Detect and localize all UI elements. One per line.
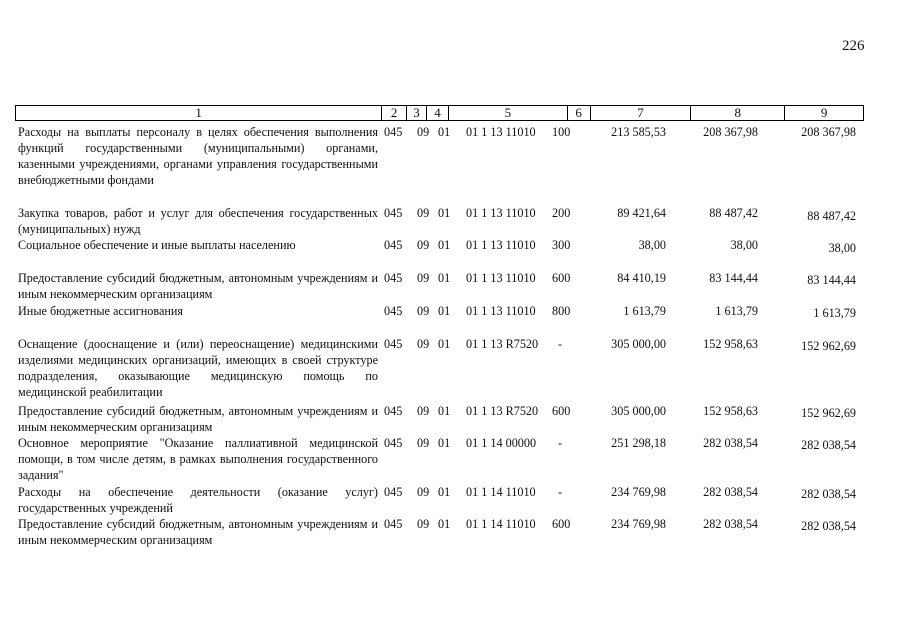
cell-col-6: 200 xyxy=(552,206,571,220)
cell-col-8: 282 038,54 xyxy=(703,517,758,531)
cell-col-5: 01 1 13 R7520 xyxy=(466,404,539,418)
cell-col-3: 09 xyxy=(417,206,430,220)
cell-col-3: 09 xyxy=(417,404,430,418)
row-name: Закупка товаров, работ и услуг для обеспечения государственных (муниципальных) нужд xyxy=(18,206,378,236)
cell-col-5: 01 1 13 11010 xyxy=(466,238,536,252)
cell-col-4: 01 xyxy=(438,125,451,139)
cell-col-5: 01 1 13 11010 xyxy=(466,125,536,139)
cell-col-5: 01 1 13 R7520 xyxy=(466,337,539,351)
cell-col-9: 38,00 xyxy=(828,241,856,255)
cell-col-2: 045 xyxy=(384,271,403,285)
cell-col-9: 1 613,79 xyxy=(813,306,856,320)
cell-col-2: 045 xyxy=(384,517,403,531)
cell-col-2: 045 xyxy=(384,404,403,418)
cell-col-5: 01 1 13 11010 xyxy=(466,206,536,220)
cell-col-7: 89 421,64 xyxy=(617,206,666,220)
cell-col-2: 045 xyxy=(384,436,403,450)
cell-col-7: 234 769,98 xyxy=(611,485,666,499)
cell-col-3: 09 xyxy=(417,436,430,450)
header-col-6: 6 xyxy=(568,106,591,120)
cell-col-3: 09 xyxy=(417,238,430,252)
header-col-2: 2 xyxy=(382,106,407,120)
cell-col-4: 01 xyxy=(438,271,451,285)
row-name: Расходы на выплаты персоналу в целях обеспечения выполнения функций государственными (муниципальными) органами, казенными учреждениями, органами управления государственными внебюджетными фондами xyxy=(18,125,378,187)
cell-col-8: 1 613,79 xyxy=(715,304,758,318)
cell-col-3: 09 xyxy=(417,304,430,318)
header-col-1: 1 xyxy=(16,106,382,120)
cell-col-2: 045 xyxy=(384,238,403,252)
cell-col-6: 300 xyxy=(552,238,571,252)
cell-col-8: 152 958,63 xyxy=(703,404,758,418)
table-header xyxy=(15,105,864,121)
cell-col-3: 09 xyxy=(417,271,430,285)
cell-col-8: 282 038,54 xyxy=(703,436,758,450)
cell-col-2: 045 xyxy=(384,304,403,318)
cell-col-5: 01 1 14 11010 xyxy=(466,485,536,499)
cell-col-6: - xyxy=(558,337,563,351)
cell-col-4: 01 xyxy=(438,337,451,351)
row-name: Оснащение (дооснащение и (или) переоснащение) медицинскими изделиями медицинских организаций, имеющих в своей структуре подразделения, оказывающие медицинскую помощь по медицинской реабилитации xyxy=(18,337,378,399)
cell-col-7: 213 585,53 xyxy=(611,125,666,139)
cell-col-4: 01 xyxy=(438,304,451,318)
cell-col-3: 09 xyxy=(417,485,430,499)
header-col-4: 4 xyxy=(427,106,449,120)
cell-col-9: 282 038,54 xyxy=(801,487,856,501)
row-name: Основное мероприятие "Оказание паллиативной медицинской помощи, в том числе детям, в рамках выполнения государственного задания" xyxy=(18,436,378,482)
cell-col-3: 09 xyxy=(417,517,430,531)
cell-col-9: 282 038,54 xyxy=(801,438,856,452)
cell-col-5: 01 1 14 11010 xyxy=(466,517,536,531)
cell-col-7: 1 613,79 xyxy=(623,304,666,318)
cell-col-6: 600 xyxy=(552,404,571,418)
cell-col-6: 600 xyxy=(552,271,571,285)
row-name: Иные бюджетные ассигнования xyxy=(18,304,184,318)
cell-col-9: 152 962,69 xyxy=(801,406,856,420)
cell-col-5: 01 1 14 00000 xyxy=(466,436,537,450)
row-name: Предоставление субсидий бюджетным, автономным учреждениям и иным некоммерческим организациям xyxy=(18,404,378,434)
cell-col-4: 01 xyxy=(438,436,451,450)
cell-col-6: 600 xyxy=(552,517,571,531)
cell-col-2: 045 xyxy=(384,485,403,499)
row-name: Социальное обеспечение и иные выплаты населению xyxy=(18,238,296,252)
cell-col-8: 83 144,44 xyxy=(709,271,758,285)
cell-col-6: - xyxy=(558,436,563,450)
row-name: Предоставление субсидий бюджетным, автономным учреждениям и иным некоммерческим организациям xyxy=(18,271,378,301)
cell-col-5: 01 1 13 11010 xyxy=(466,304,536,318)
cell-col-4: 01 xyxy=(438,485,451,499)
cell-col-9: 282 038,54 xyxy=(801,519,856,533)
header-col-9: 9 xyxy=(820,105,828,120)
cell-col-7: 234 769,98 xyxy=(611,517,666,531)
cell-col-6: 100 xyxy=(552,125,571,139)
cell-col-8: 208 367,98 xyxy=(703,125,758,139)
cell-col-8: 38,00 xyxy=(730,238,758,252)
cell-col-6: 800 xyxy=(552,304,571,318)
cell-col-7: 84 410,19 xyxy=(617,271,666,285)
cell-col-8: 282 038,54 xyxy=(703,485,758,499)
cell-col-9: 88 487,42 xyxy=(807,209,856,223)
cell-col-7: 305 000,00 xyxy=(611,404,666,418)
cell-col-8: 88 487,42 xyxy=(709,206,758,220)
header-col-3: 3 xyxy=(407,106,427,120)
cell-col-9: 152 962,69 xyxy=(801,339,856,353)
cell-col-3: 09 xyxy=(417,337,430,351)
cell-col-5: 01 1 13 11010 xyxy=(466,271,536,285)
cell-col-4: 01 xyxy=(438,404,451,418)
header-col-5: 5 xyxy=(449,106,568,120)
cell-col-2: 045 xyxy=(384,206,403,220)
cell-col-7: 38,00 xyxy=(638,238,666,252)
cell-col-9: 83 144,44 xyxy=(807,273,856,287)
cell-col-4: 01 xyxy=(438,517,451,531)
cell-col-6: - xyxy=(558,485,563,499)
header-col-8: 8 xyxy=(691,106,785,120)
page-number: 226 xyxy=(842,38,865,54)
cell-col-7: 251 298,18 xyxy=(611,436,666,450)
cell-col-2: 045 xyxy=(384,125,403,139)
cell-col-7: 305 000,00 xyxy=(611,337,666,351)
cell-col-8: 152 958,63 xyxy=(703,337,758,351)
cell-col-4: 01 xyxy=(438,238,451,252)
header-col-7: 7 xyxy=(591,106,692,120)
row-name: Предоставление субсидий бюджетным, автономным учреждениям и иным некоммерческим организациям xyxy=(18,517,378,547)
cell-col-3: 09 xyxy=(417,125,430,139)
row-name: Расходы на обеспечение деятельности (оказание услуг) государственных учреждений xyxy=(18,485,378,515)
cell-col-2: 045 xyxy=(384,337,403,351)
cell-col-4: 01 xyxy=(438,206,451,220)
cell-col-9: 208 367,98 xyxy=(801,125,856,139)
